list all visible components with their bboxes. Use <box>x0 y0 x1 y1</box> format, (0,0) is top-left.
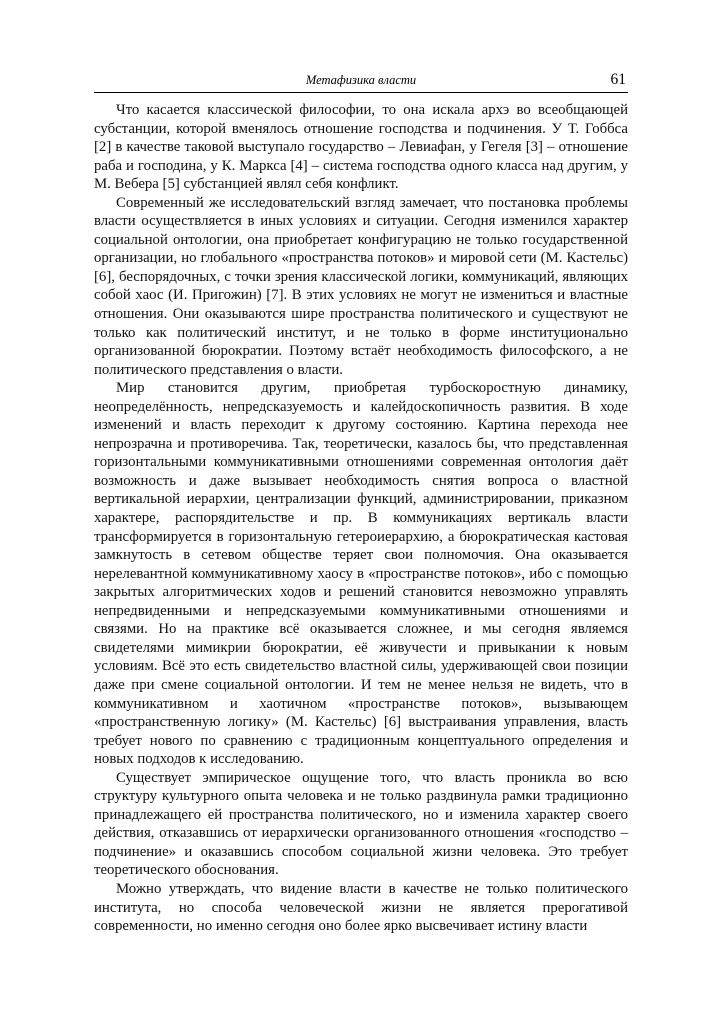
paragraph-modern-view: Современный же исследовательский взгляд замечает, что постановка проблемы власти осуществляется в иных условиях и ситуации. Сегодня изменился характер социальной онтологии, она приобретает конфигурацию не только государственной организации, но глобального «пространства потоков» и мировой сети (М. Кастельс) [6], беспорядочных, с точки зрения классической логики, коммуникаций, являющих собой хаос (И. Пригожин) [7]. В этих условиях не могут не измениться и властные отношения. Они оказываются шире пространства политического и существуют не только как политический институт, и не только в форме институционально организованной бюрократии. Поэтому встаёт необходимость философского, а не политического представления о власти. <box>94 194 628 378</box>
paragraph-power-as-life-mode: Можно утверждать, что видение власти в качестве не только политического института, но способа человеческой жизни не является прерогативой современности, но именно сегодня оно более ярко высвечивает истину власти <box>94 880 628 935</box>
paragraph-empirical-sense: Существует эмпирическое ощущение того, что власть проникла во всю структуру культурного опыта человека и не только раздвинула рамки традиционно принадлежащего ей пространства политического, но и изменила характер своего действия, отказавшись от иерархически организованного отношения «господство – подчинение» и оказавшись способом социальной жизни человека. Это требует теоретического обоснования. <box>94 769 628 879</box>
body-text <box>94 101 628 936</box>
paragraph-classical-philosophy: Что касается классической философии, то она искала архэ во всеобщающей субстанции, которой вменялось отношение господства и подчинения. У Т. Гоббса [2] в качестве таковой выступало государство – Левиафан, у Гегеля [3] – отношение раба и господина, у К. Маркса [4] – система господства одного класса над другим, у М. Вебера [5] субстанцией являл себя конфликт. <box>94 102 628 193</box>
running-title: Метафизика власти <box>305 73 417 87</box>
paragraph-changing-world: Мир становится другим, приобретая турбоскоростную динамику, неопределённость, непредсказуемость и калейдоскопичность развития. В ходе изменений и власть переходит к другому состоянию. Картина перехода нее непрозрачна и противоречива. Так, теоретически, казалось бы, что представленная горизонтальными коммуникативными отношениями современная онтология даёт возможность и даже вызывает необходимость снятия вопроса о властной вертикальной иерархии, централизации функций, администрировании, приказном характере, распорядительстве и пр. В коммуникациях вертикаль власти трансформируется в горизонтальную гетероиерархию, а бюрократическая кастовая замкнутость в сетевом обществе теряет свои полномочия. Она оказывается нерелевантной коммуникативному хаосу в «пространстве потоков», ибо с помощью закрытых алгоритмических ходов и решений становится невозможно управлять непредвиденными и непредсказуемыми коммуникативными отношениями и связями. Но на практике всё оказывается сложнее, и мы сегодня являемся свидетелями мимикрии бюрократии, её живучести и привыкании к новым условиям. Всё это есть свидетельство властной силы, удерживающей свои позиции даже при смене социальной онтологии. И тем не менее нельзя не видеть, что в коммуникативном и хаотичном «пространстве потоков», вызывающем «пространственную логику» (М. Кастельс) [6] выстраивания управления, власть требует нового по сравнению с традиционным концептуального определения и новых подходов к исследованию. <box>94 380 628 768</box>
page-header <box>94 70 628 93</box>
page-number: 61 <box>610 71 626 88</box>
